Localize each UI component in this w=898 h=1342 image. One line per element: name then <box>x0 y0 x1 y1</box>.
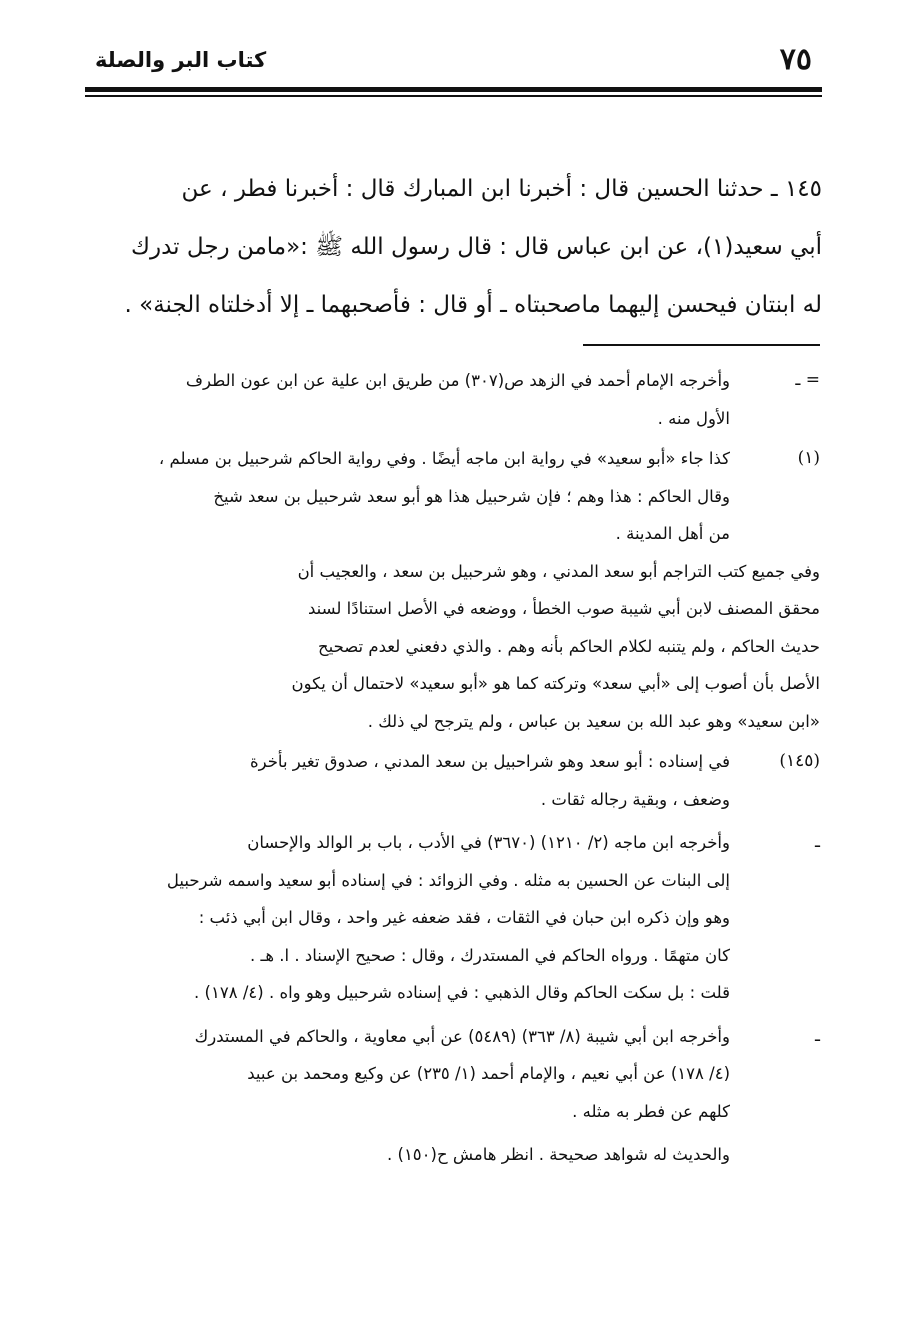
footnote-line: إلى البنات عن الحسين به مثله . وفي الزوائد : في إسناده أبو سعيد واسمه شرحبيل <box>166 870 730 890</box>
footnote-text <box>70 1018 730 1131</box>
footnote-text <box>70 743 730 818</box>
hadith-line: له ابنتان فيحسن إليهما ماصحبتاه ـ أو قال : فأصحبهما ـ إلا أدخلتاه الجنة» . <box>124 292 822 318</box>
footnote-text <box>70 1136 730 1174</box>
running-title: كتاب البر والصلة <box>95 48 267 72</box>
footnote-line: وأخرجه ابن ماجه (٢/ ١٢١٠) (٣٦٧٠) في الأدب ، باب بر الوالد والإحسان <box>247 833 730 852</box>
hadith-line: ١٤٥ ـ حدثنا الحسين قال : أخبرنا ابن المبارك قال : أخبرنا فطر ، عن <box>181 176 822 202</box>
footnote-line: وأخرجه ابن أبي شيبة (٨/ ٣٦٣) (٥٤٨٩) عن أبي معاوية ، والحاكم في المستدرك <box>194 1026 730 1046</box>
footnote-145 <box>70 743 820 818</box>
footnote-line: في إسناده : أبو سعد وهو شراحبيل بن سعد المدني ، صدوق تغير بأخرة <box>249 752 730 771</box>
footnote-marker: ـ <box>815 1025 820 1046</box>
footnote-marker: ـ <box>815 832 820 852</box>
footnote-1 <box>70 440 820 553</box>
footnote-marker: (١٤٥) <box>779 751 820 771</box>
footnote-line: الأصل بأن أصوب إلى «أبي سعد» وتركته كما هو «أبو سعيد» لاحتمال أن يكون <box>291 674 820 693</box>
hadith-text <box>82 160 822 334</box>
footnote-line: وهو وإن ذكره ابن حبان في الثقات ، فقد ضعفه غير واحد ، وقال ابن أبي ذئب : <box>198 908 730 927</box>
footnote-line: محقق المصنف لابن أبي شيبة صوب الخطأ ، ووضعه في الأصل استنادًا لسند <box>308 599 820 618</box>
footnote-line: والحديث له شواهد صحيحة . انظر هامش ح(١٥٠) . <box>387 1145 730 1164</box>
page-number: ٧٥ <box>779 42 812 77</box>
footnote-line: وقال الحاكم : هذا وهم ؛ فإن شرحبيل هذا هو أبو سعد شرحبيل بن سعد شيخ <box>213 486 730 506</box>
footnote-line: كلهم عن فطر به مثله . <box>572 1101 730 1121</box>
footnote-145-shawahid <box>70 1136 820 1174</box>
running-header <box>85 42 820 86</box>
footnote-line: وأخرجه الإمام أحمد في الزهد ص(٣٠٧) من طريق ابن علية عن ابن عون الطرف <box>185 371 730 390</box>
header-rule-thick <box>85 87 822 92</box>
footnote-text <box>70 824 730 1012</box>
footnote-145-ibn-majah <box>70 824 820 1012</box>
footnote-line: (٤/ ١٧٨) عن أبي نعيم ، والإمام أحمد (١/ ٢٣٥) عن وكيع ومحمد بن عبيد <box>247 1064 730 1083</box>
footnote-line: وضعف ، وبقية رجاله ثقات . <box>540 789 730 809</box>
footnote-text <box>70 440 730 553</box>
footnote-continuation <box>70 362 820 437</box>
header-rule-thin <box>85 95 822 97</box>
hadith-line: أبي سعيد(١)، عن ابن عباس قال : قال رسول الله ﷺ :«مامن رجل تدرك <box>131 234 822 260</box>
footnote-line: من أهل المدينة . <box>615 524 730 543</box>
footnote-line: حديث الحاكم ، ولم يتنبه لكلام الحاكم بأنه وهم . والذي دفعني لعدم تصحيح <box>317 636 820 656</box>
footnote-separator <box>583 344 820 346</box>
footnote-text <box>70 362 730 437</box>
footnote-1-continuation <box>70 553 820 741</box>
footnote-line: وفي جميع كتب التراجم أبو سعد المدني ، وهو شرحبيل بن سعد ، والعجيب أن <box>297 561 820 581</box>
footnote-line: كان متهمًا . ورواه الحاكم في المستدرك ، وقال : صحيح الإسناد . ا. هـ . <box>250 945 730 965</box>
footnote-line: كذا جاء «أبو سعيد» في رواية ابن ماجه أيضًا . وفي رواية الحاكم شرحبيل بن مسلم ، <box>158 449 730 468</box>
footnote-line: قلت : بل سكت الحاكم وقال الذهبي : في إسناده شرحبيل وهو واه . (٤/ ١٧٨) . <box>194 983 730 1002</box>
footnote-line: الأول منه . <box>657 408 730 428</box>
footnote-marker: = ـ <box>795 370 820 390</box>
footnotes <box>70 362 820 1174</box>
footnote-145-ibn-abi-shaybah <box>70 1018 820 1131</box>
footnote-text <box>70 553 820 741</box>
footnote-line: «ابن سعيد» وهو عبد الله بن سعيد بن عباس ، ولم يترجح لي ذلك . <box>367 711 820 731</box>
footnote-marker: (١) <box>797 448 820 468</box>
